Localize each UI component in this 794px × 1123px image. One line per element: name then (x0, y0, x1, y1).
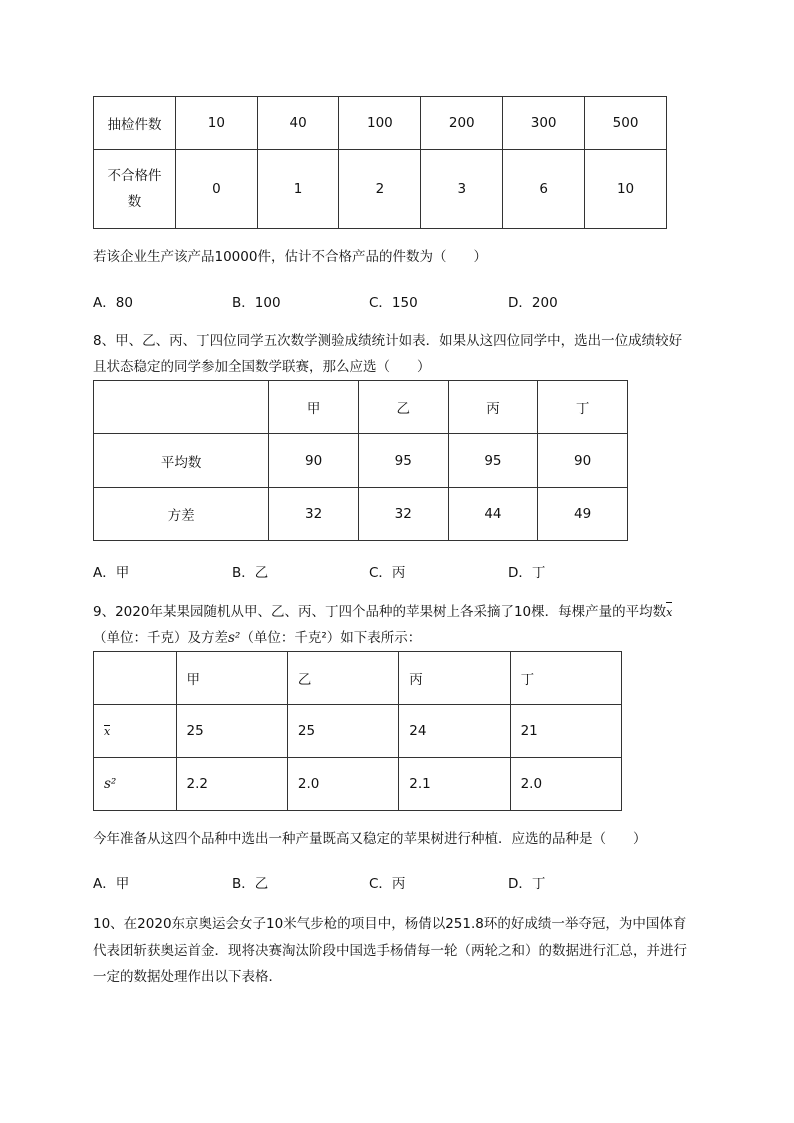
score-stats-table (93, 380, 628, 541)
table-cell: 乙 (287, 652, 398, 705)
table-cell: 90 (269, 434, 359, 488)
q9-options (93, 872, 653, 892)
q9-line2 (93, 627, 421, 649)
option-a[interactable]: A．甲 (93, 876, 130, 892)
q8-line1: 8、甲、乙、丙、丁四位同学五次数学测验成绩统计如表．如果从这四位同学中，选出一位成绩较好 (93, 333, 683, 349)
table-cell: 1 (257, 150, 339, 229)
table-cell: 乙 (358, 381, 448, 434)
option-d[interactable]: D．丁 (508, 876, 546, 892)
table-cell: 丙 (399, 652, 510, 705)
option-a[interactable]: A．80 (93, 295, 133, 311)
table-cell: 44 (448, 488, 538, 541)
table-cell: 抽检件数 (94, 97, 176, 150)
table-cell (94, 652, 177, 705)
q7-options (93, 291, 653, 311)
option-d[interactable]: D．200 (508, 295, 558, 311)
table-row (94, 381, 628, 434)
table-cell: 24 (399, 705, 510, 758)
table-row (94, 97, 667, 150)
mean-symbol: x (104, 725, 111, 738)
table-cell: 95 (358, 434, 448, 488)
option-a[interactable]: A．甲 (93, 565, 130, 581)
table-cell: 40 (257, 97, 339, 150)
table-cell: 10 (585, 150, 667, 229)
table-cell: 2.2 (176, 758, 287, 811)
mean-symbol: x (666, 602, 672, 624)
table-row (94, 488, 628, 541)
table-row (94, 150, 667, 229)
q9-line1 (93, 601, 672, 624)
table-cell: 2.1 (399, 758, 510, 811)
table-cell: 2.0 (510, 758, 621, 811)
variance-symbol: s² (228, 630, 241, 646)
option-c[interactable]: C．丙 (369, 876, 406, 892)
table-cell (94, 705, 177, 758)
q9-question: 今年准备从这四个品种中选出一种产量既高又稳定的苹果树进行种植．应选的品种是（ ） (93, 831, 647, 847)
table-cell: 3 (421, 150, 503, 229)
q9-line2a: （单位：千克）及方差 (93, 630, 228, 646)
table-cell: 500 (585, 97, 667, 150)
table-cell (94, 381, 269, 434)
table-cell: s² (94, 758, 177, 811)
q10-line2: 代表团斩获奥运首金．现将决赛淘汰阶段中国选手杨倩每一轮（两轮之和）的数据进行汇总，并进行 (93, 943, 687, 959)
table-row (94, 652, 622, 705)
table-cell: 0 (176, 150, 258, 229)
table-cell: 300 (503, 97, 585, 150)
option-b[interactable]: B．乙 (232, 565, 269, 581)
table-cell: 49 (538, 488, 628, 541)
table-cell: 90 (538, 434, 628, 488)
option-c[interactable]: C．150 (369, 295, 418, 311)
option-d[interactable]: D．丁 (508, 565, 546, 581)
table-row (94, 705, 622, 758)
table-cell: 100 (339, 97, 421, 150)
table-cell: 32 (358, 488, 448, 541)
q7-text: 若该企业生产该产品10000件，估计不合格产品的件数为（ ） (93, 249, 487, 265)
table-cell: 32 (269, 488, 359, 541)
table-cell: 丙 (448, 381, 538, 434)
table-cell: 6 (503, 150, 585, 229)
option-b[interactable]: B．100 (232, 295, 281, 311)
q10-line1: 10、在2020东京奥运会女子10米气步枪的项目中，杨倩以251.8环的好成绩一举夺冠，为中国体育 (93, 916, 687, 932)
table-cell: 方差 (94, 488, 269, 541)
table-cell: 平均数 (94, 434, 269, 488)
table-cell: 甲 (176, 652, 287, 705)
option-c[interactable]: C．丙 (369, 565, 406, 581)
table-cell: 丁 (510, 652, 621, 705)
table-cell: 2 (339, 150, 421, 229)
q8-line2: 且状态稳定的同学参加全国数学联赛，那么应选（ ） (93, 359, 431, 375)
table-cell: 25 (287, 705, 398, 758)
table-cell: 21 (510, 705, 621, 758)
table-cell: 10 (176, 97, 258, 150)
table-cell: 丁 (538, 381, 628, 434)
table-cell: 200 (421, 97, 503, 150)
table-cell: 不合格件数 (94, 150, 176, 229)
table-row (94, 434, 628, 488)
apple-yield-table (93, 651, 622, 811)
q8-options (93, 561, 653, 581)
table-row (94, 758, 622, 811)
q9-line1-text: 9、2020年某果园随机从甲、乙、丙、丁四个品种的苹果树上各采摘了10棵．每棵产量的平均数 (93, 604, 667, 620)
q10-line3: 一定的数据处理作出以下表格． (93, 969, 282, 985)
table-cell: 甲 (269, 381, 359, 434)
sample-inspection-table (93, 96, 667, 229)
q9-line2b: （单位：千克²）如下表所示： (240, 630, 422, 646)
table-cell: 25 (176, 705, 287, 758)
option-b[interactable]: B．乙 (232, 876, 269, 892)
table-cell: 95 (448, 434, 538, 488)
table-cell: 2.0 (287, 758, 398, 811)
